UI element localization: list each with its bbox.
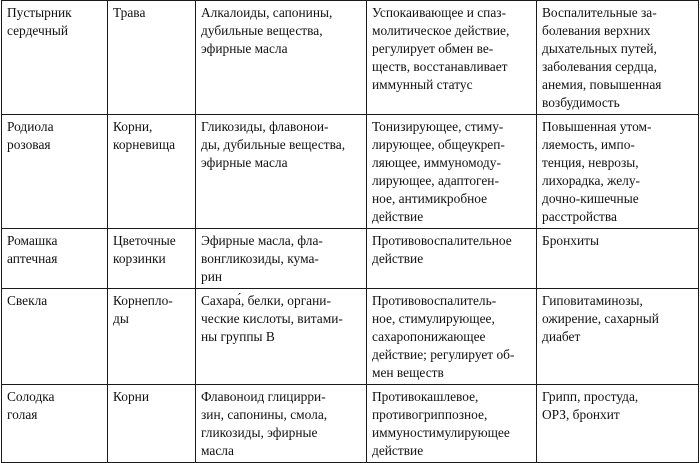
text-line: аптечная <box>7 251 58 266</box>
text-line: ляющее, иммуномоду- <box>372 155 501 170</box>
text-line: молитическое действие, <box>372 23 510 38</box>
text-line: корзинки <box>113 251 166 266</box>
text-line: дубильные вещества, <box>201 23 323 38</box>
text-line: возбудимость <box>542 95 620 110</box>
text-line: сахаропонижающее <box>372 329 486 344</box>
text-line: заболевания сердца, <box>542 59 657 74</box>
text-line: дочно-кишечные <box>542 191 639 206</box>
text-line: ды, дубильные вещества, <box>201 137 346 152</box>
plant-cell <box>2 385 108 463</box>
part-cell <box>108 115 196 229</box>
part-cell <box>108 1 196 115</box>
text-line: Гликозиды, флавонои- <box>201 119 329 134</box>
text-line: дыхательных путей, <box>542 41 657 56</box>
plant-cell <box>2 229 108 289</box>
plant-cell <box>2 289 108 385</box>
text-line: ожирение, сахарный <box>542 311 659 326</box>
text-line: Трава <box>113 5 146 20</box>
text-line: гликозиды, эфирные <box>201 425 318 440</box>
text-line: лирующее, общеукреп- <box>372 137 505 152</box>
text-line: анемия, повышенная <box>542 77 662 92</box>
text-line: иммуностимулирующее <box>372 425 510 440</box>
text-line: противогриппозное, <box>372 407 488 422</box>
text-line: ществ, восстанавливает <box>372 59 508 74</box>
compounds-cell <box>196 385 367 463</box>
text-line: ное, стимулирующее, <box>372 311 495 326</box>
text-line: сердечный <box>7 23 69 38</box>
compounds-cell <box>196 115 367 229</box>
text-line: лирующее, адаптоген- <box>372 173 499 188</box>
compounds-cell <box>196 229 367 289</box>
use-cell <box>537 229 699 289</box>
action-cell <box>367 1 537 115</box>
text-line: иммунный статус <box>372 77 473 92</box>
table-row <box>2 385 699 463</box>
text-line: Бронхиты <box>542 233 599 248</box>
text-line: регулирует обмен ве- <box>372 41 494 56</box>
text-line: диабет <box>542 329 581 344</box>
part-cell <box>108 229 196 289</box>
text-line: действие <box>372 443 424 458</box>
text-line: ное, антимикробное <box>372 191 488 206</box>
text-line: зин, сапонины, смола, <box>201 407 328 422</box>
text-line: Пустырник <box>7 5 72 20</box>
text-line: Корнепло- <box>113 293 173 308</box>
text-line: Свекла <box>7 293 48 308</box>
action-cell <box>367 229 537 289</box>
text-line: Гиповитаминозы, <box>542 293 643 308</box>
text-line: розовая <box>7 137 51 152</box>
text-line: Сахара́, белки, органи- <box>201 293 331 308</box>
plant-cell <box>2 115 108 229</box>
compounds-cell <box>196 1 367 115</box>
text-line: Флавоноид глицирри- <box>201 389 326 404</box>
text-line: Повышенная утом- <box>542 119 652 134</box>
text-line: действие <box>372 251 424 266</box>
text-line: лихорадка, желу- <box>542 173 640 188</box>
table-row <box>2 289 699 385</box>
text-line: тенция, неврозы, <box>542 155 639 170</box>
use-cell <box>537 385 699 463</box>
action-cell <box>367 115 537 229</box>
use-cell <box>537 289 699 385</box>
herbal-table <box>1 0 699 463</box>
text-line: Алкалоиды, сапонины, <box>201 5 333 20</box>
text-line: Противовоспалительное <box>372 233 512 248</box>
text-line: масла <box>201 443 234 458</box>
text-line: эфирные масла <box>201 41 288 56</box>
table-row <box>2 229 699 289</box>
text-line: Корни <box>113 389 149 404</box>
text-line: голая <box>7 407 38 422</box>
use-cell <box>537 115 699 229</box>
text-line: Грипп, простуда, <box>542 389 639 404</box>
text-line: действие <box>372 209 424 224</box>
text-line: вонгликозиды, кума- <box>201 251 319 266</box>
text-line: Воспалительные за- <box>542 5 657 20</box>
text-line: эфирные масла <box>201 155 288 170</box>
text-line: Эфирные масла, фла- <box>201 233 323 248</box>
text-line: Цветочные <box>113 233 176 248</box>
text-line: ды <box>113 311 129 326</box>
text-line: ческие кислоты, витами- <box>201 311 343 326</box>
action-cell <box>367 385 537 463</box>
compounds-cell <box>196 289 367 385</box>
text-line: ляемость, импо- <box>542 137 635 152</box>
text-line: рин <box>201 269 223 284</box>
text-line: Корни, <box>113 119 153 134</box>
plant-cell <box>2 1 108 115</box>
part-cell <box>108 385 196 463</box>
text-line: Тонизирующее, стиму- <box>372 119 504 134</box>
text-line: ОРЗ, бронхит <box>542 407 620 422</box>
text-line: ны группы В <box>201 329 275 344</box>
action-cell <box>367 289 537 385</box>
text-line: Успокаивающее и спаз- <box>372 5 507 20</box>
table-row <box>2 115 699 229</box>
text-line: Противокашлевое, <box>372 389 479 404</box>
text-line: расстройства <box>542 209 617 224</box>
text-line: Солодка <box>7 389 55 404</box>
table-row <box>2 1 699 115</box>
part-cell <box>108 289 196 385</box>
use-cell <box>537 1 699 115</box>
text-line: Ромашка <box>7 233 58 248</box>
text-line: корневища <box>113 137 176 152</box>
text-line: Противовоспалитель- <box>372 293 497 308</box>
text-line: действие; регулирует об- <box>372 347 515 362</box>
text-line: мен веществ <box>372 365 444 380</box>
text-line: болевания верхних <box>542 23 651 38</box>
text-line: Родиола <box>7 119 54 134</box>
